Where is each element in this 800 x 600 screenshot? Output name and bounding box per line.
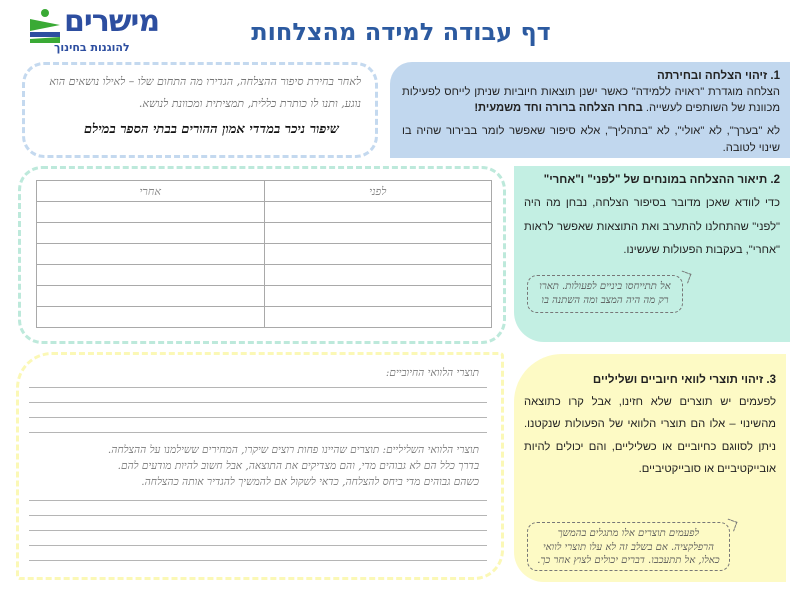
before-cell[interactable] bbox=[264, 265, 492, 286]
column-header-after: אחרי bbox=[37, 181, 265, 202]
after-cell[interactable] bbox=[37, 244, 265, 265]
negative-side-effects-text bbox=[39, 443, 479, 490]
writing-line[interactable] bbox=[29, 402, 487, 403]
negative-line-1: תוצרי הלוואי השליליים: תוצרים שהיינו פחות רוצים שיקרו, המחירים ששילמנו על ההצלחה. bbox=[107, 444, 479, 456]
after-cell[interactable] bbox=[37, 223, 265, 244]
story-instruction-line-1: לאחר בחירת סיפור ההצלחה, הגדירו מה התחום שלו – לאילו נושאים הוא bbox=[49, 75, 361, 88]
section-1-text-main: הצלחה מוגדרת "ראויה ללמידה" כאשר ישנן תוצאות חיוביות שניתן לייחס לפעילות מכוונת של השותפים לעשייה. bbox=[402, 86, 780, 115]
writing-line[interactable] bbox=[29, 545, 487, 546]
tip-line: כאלו, אל תתעכבו. דברים יכולים לצוץ אחר כך. bbox=[537, 555, 720, 566]
table-row bbox=[37, 307, 492, 328]
table-row bbox=[37, 202, 492, 223]
tip-line: רק מה היה המצב ומה השתנה בו bbox=[541, 294, 669, 306]
section-1-heading: 1. זיהוי הצלחה ובחירתה bbox=[657, 70, 780, 82]
story-example-title[interactable]: שיפור ניכר במדדי אמון ההורים בבתי הספר במילם bbox=[84, 122, 339, 137]
after-cell[interactable] bbox=[37, 265, 265, 286]
before-cell[interactable] bbox=[264, 202, 492, 223]
section-3-tip-bubble bbox=[527, 522, 730, 571]
section-2-tip-bubble bbox=[527, 275, 683, 313]
after-cell[interactable] bbox=[37, 202, 265, 223]
table-row bbox=[37, 265, 492, 286]
section-1-panel bbox=[390, 62, 790, 158]
writing-line[interactable] bbox=[29, 387, 487, 388]
section-3-text: לפעמים יש תוצרים שלא חזינו, אבל קרו כתוצאה מהשינוי – אלו הם תוצרי הלוואי של הפעולות שנקטנו. ניתן לסווגם כחיוביים או כשליליים, והם יכולים להיות אובייקטיביים או סובייקטיביים. bbox=[524, 396, 776, 476]
before-after-table bbox=[36, 180, 492, 328]
section-2-panel bbox=[514, 166, 790, 342]
side-effects-work-area bbox=[16, 352, 504, 580]
table-row bbox=[37, 244, 492, 265]
before-cell[interactable] bbox=[264, 223, 492, 244]
section-2-heading: 2. תיאור ההצלחה במונחים של "לפני" ו"אחרי" bbox=[543, 174, 780, 186]
section-1-text-second: לא "בערך", לא "אולי", לא "בתהליך", אלא סיפור שאפשר לומר בבירור שהיה בו שינוי לטובה. bbox=[402, 125, 780, 154]
after-cell[interactable] bbox=[37, 307, 265, 328]
negative-line-2: בדרך כלל הם לא גבוהים מדי, והם מצדיקים את התוצאה, אבל חשוב להיות מודעים להם. bbox=[117, 459, 479, 472]
writing-line[interactable] bbox=[29, 432, 487, 433]
after-cell[interactable] bbox=[37, 286, 265, 307]
logo bbox=[24, 6, 184, 56]
column-header-before: לפני bbox=[264, 181, 492, 202]
story-work-area bbox=[22, 62, 378, 158]
logo-mark-icon bbox=[28, 8, 62, 44]
table-header-row bbox=[37, 181, 492, 202]
before-cell[interactable] bbox=[264, 244, 492, 265]
tip-line: אל תתייחסו ביניים לפעולות. תארו bbox=[539, 281, 671, 292]
positive-side-effects-label: תוצרי הלוואי החיוביים: bbox=[385, 367, 479, 379]
section-1-text bbox=[402, 84, 780, 116]
before-cell[interactable] bbox=[264, 307, 492, 328]
negative-line-3: כשהם גבוהים מדי ביחס להצלחה, כדאי לשקול אם להמשיך להגדיר אותה כהצלחה. bbox=[141, 475, 479, 488]
page-title: דף עבודה למידה מהצלחות bbox=[251, 18, 551, 46]
writing-line[interactable] bbox=[29, 417, 487, 418]
story-instruction-line-2: נוגע, ותנו לו כותרת כללית, תמציתית ומכוונת לנושא. bbox=[138, 97, 361, 110]
table-row bbox=[37, 286, 492, 307]
section-2-text: כדי לוודא שאכן מדובר בסיפור הצלחה, נבחן מה היה "לפני" שהתחלנו להתערב ואת התוצאות שאפשר לראות "אחרי", בעקבות הפעולות שעשינו. bbox=[524, 197, 780, 257]
section-3-heading: 3. זיהוי תוצרי לוואי חיוביים ושליליים bbox=[592, 374, 776, 386]
writing-line[interactable] bbox=[29, 530, 487, 531]
writing-line[interactable] bbox=[29, 515, 487, 516]
writing-line[interactable] bbox=[29, 560, 487, 561]
table-row bbox=[37, 223, 492, 244]
tip-line: לפעמים תוצרים אלו מתגלים בהמשך bbox=[557, 528, 700, 539]
logo-tagline: להוגנות בחינוך bbox=[54, 41, 130, 54]
writing-line[interactable] bbox=[29, 500, 487, 501]
section-1-text-bold: בחרו הצלחה ברורה וחד משמעית! bbox=[474, 102, 643, 115]
before-cell[interactable] bbox=[264, 286, 492, 307]
tip-line: הרפלקציה. אם בשלב זה לא עלו תוצרי לוואי bbox=[543, 541, 714, 553]
story-instruction bbox=[31, 71, 361, 115]
logo-name: מישרים bbox=[64, 4, 160, 39]
